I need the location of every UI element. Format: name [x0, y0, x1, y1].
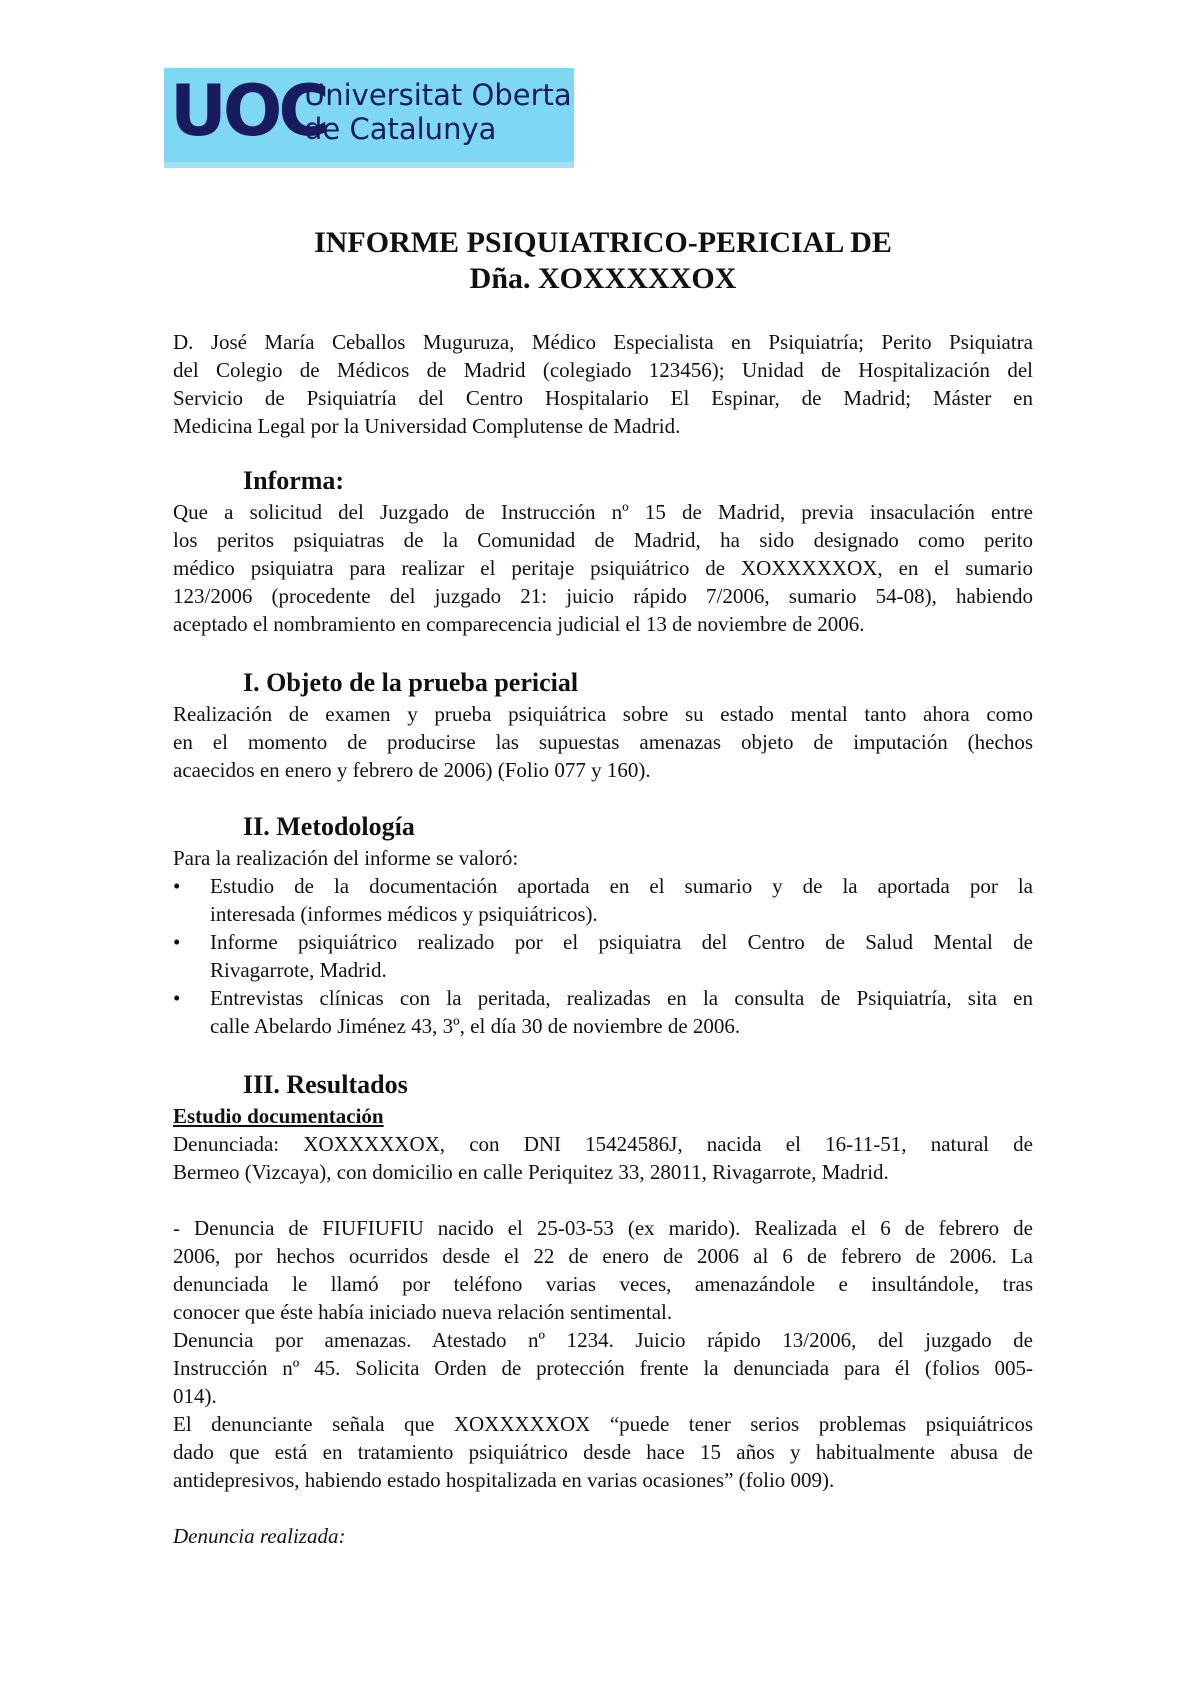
denuncia-line: Instrucción nº 45. Solicita Orden de protección frente la denunciada para él (folios 005-	[173, 1356, 1033, 1380]
intro-line: Medicina Legal por la Universidad Complutense de Madrid.	[173, 414, 681, 438]
informa-line: Que a solicitud del Juzgado de Instrucción nº 15 de Madrid, previa insaculación entre	[173, 500, 1033, 524]
heading-resultados: III. Resultados	[243, 1070, 408, 1099]
list-item-line: Entrevistas clínicas con la peritada, realizadas en la consulta de Psiquiatría, sita en	[210, 986, 1033, 1010]
heading-metodologia: II. Metodología	[243, 812, 415, 841]
bullet-icon: •	[173, 986, 181, 1010]
denunciada-line: Bermeo (Vizcaya), con domicilio en calle Periquitez 33, 28011, Rivagarrote, Madrid.	[173, 1160, 889, 1184]
list-item-line: interesada (informes médicos y psiquiátricos).	[210, 902, 598, 926]
document-title	[173, 225, 1033, 297]
metodologia-lead: Para la realización del informe se valoró:	[173, 846, 519, 870]
list-item-line: Informe psiquiátrico realizado por el psiquiatra del Centro de Salud Mental de	[210, 930, 1033, 954]
informa-paragraph	[173, 498, 1033, 638]
logo-name-line2: de Catalunya	[304, 112, 497, 146]
objeto-paragraph	[173, 700, 1033, 784]
informa-line: los peritos psiquiatras de la Comunidad de Madrid, ha sido designado como perito	[173, 528, 1033, 552]
objeto-line: acaecidos en enero y febrero de 2006) (Folio 077 y 160).	[173, 758, 651, 782]
denuncia-line: El denunciante señala que XOXXXXXOX “puede tener serios problemas psiquiátricos	[173, 1412, 1033, 1436]
informa-line: médico psiquiatra para realizar el peritaje psiquiátrico de XOXXXXXOX, en el sumario	[173, 556, 1033, 580]
denuncia-line: 014).	[173, 1384, 217, 1408]
heading-informa: Informa:	[243, 466, 345, 495]
list-item	[173, 872, 1033, 928]
list-item-line: calle Abelardo Jiménez 43, 3º, el día 30 de noviembre de 2006.	[210, 1014, 741, 1038]
denuncia-line: Denuncia por amenazas. Atestado nº 1234. Juicio rápido 13/2006, del juzgado de	[173, 1328, 1033, 1352]
informa-line: 123/2006 (procedente del juzgado 21: juicio rápido 7/2006, sumario 54-08), habiendo	[173, 584, 1033, 608]
logo-underline	[164, 162, 574, 168]
denuncia-line: dado que está en tratamiento psiquiátrico desde hace 15 años y habitualmente abusa de	[173, 1440, 1033, 1464]
title-line2: Dña. XOXXXXXOX	[469, 262, 737, 295]
denuncia-line: antidepresivos, habiendo estado hospitalizada en varias ocasiones” (folio 009).	[173, 1468, 835, 1492]
heading-objeto: I. Objeto de la prueba pericial	[243, 668, 579, 697]
list-item-line: Estudio de la documentación aportada en el sumario y de la aportada por la	[210, 874, 1033, 898]
list-item	[173, 984, 1033, 1040]
bullet-icon: •	[173, 874, 181, 898]
informa-line: aceptado el nombramiento en comparecencia judicial el 13 de noviembre de 2006.	[173, 612, 865, 636]
objeto-line: en el momento de producirse las supuestas amenazas objeto de imputación (hechos	[173, 730, 1033, 754]
list-item	[173, 928, 1033, 984]
subheading-estudio: Estudio documentación	[173, 1104, 384, 1128]
bullet-icon: •	[173, 930, 181, 954]
metodologia-list	[173, 872, 1033, 1040]
intro-line: del Colegio de Médicos de Madrid (colegiado 123456); Unidad de Hospitalización del	[173, 358, 1033, 382]
denuncia-line: - Denuncia de FIUFIUFIU nacido el 25-03-53 (ex marido). Realizada el 6 de febrero de	[173, 1216, 1033, 1240]
objeto-line: Realización de examen y prueba psiquiátrica sobre su estado mental tanto ahora como	[173, 702, 1033, 726]
title-line1: INFORME PSIQUIATRICO-PERICIAL DE	[314, 226, 892, 259]
uoc-logo	[164, 68, 574, 168]
intro-paragraph	[173, 328, 1033, 440]
logo-mark: UOC	[170, 70, 326, 152]
denuncia-line: 2006, por hechos ocurridos desde el 22 de enero de 2006 al 6 de febrero de 2006. La	[173, 1244, 1033, 1268]
denuncia-line: denunciada le llamó por teléfono varias veces, amenazándole e insultándole, tras	[173, 1272, 1033, 1296]
denuncia-realizada-label: Denuncia realizada:	[173, 1524, 346, 1548]
denunciada-line: Denunciada: XOXXXXXOX, con DNI 15424586J, nacida el 16-11-51, natural de	[173, 1132, 1033, 1156]
logo-name	[304, 78, 572, 146]
logo-name-line1: Universitat Oberta	[304, 78, 572, 112]
metodologia-section	[173, 844, 1033, 1040]
list-item-line: Rivagarrote, Madrid.	[210, 958, 387, 982]
denuncia-line: conocer que éste había iniciado nueva relación sentimental.	[173, 1300, 673, 1324]
intro-line: D. José María Ceballos Muguruza, Médico Especialista en Psiquiatría; Perito Psiquiatra	[173, 330, 1033, 354]
resultados-section	[173, 1102, 1033, 1550]
intro-line: Servicio de Psiquiatría del Centro Hospitalario El Espinar, de Madrid; Máster en	[173, 386, 1033, 410]
